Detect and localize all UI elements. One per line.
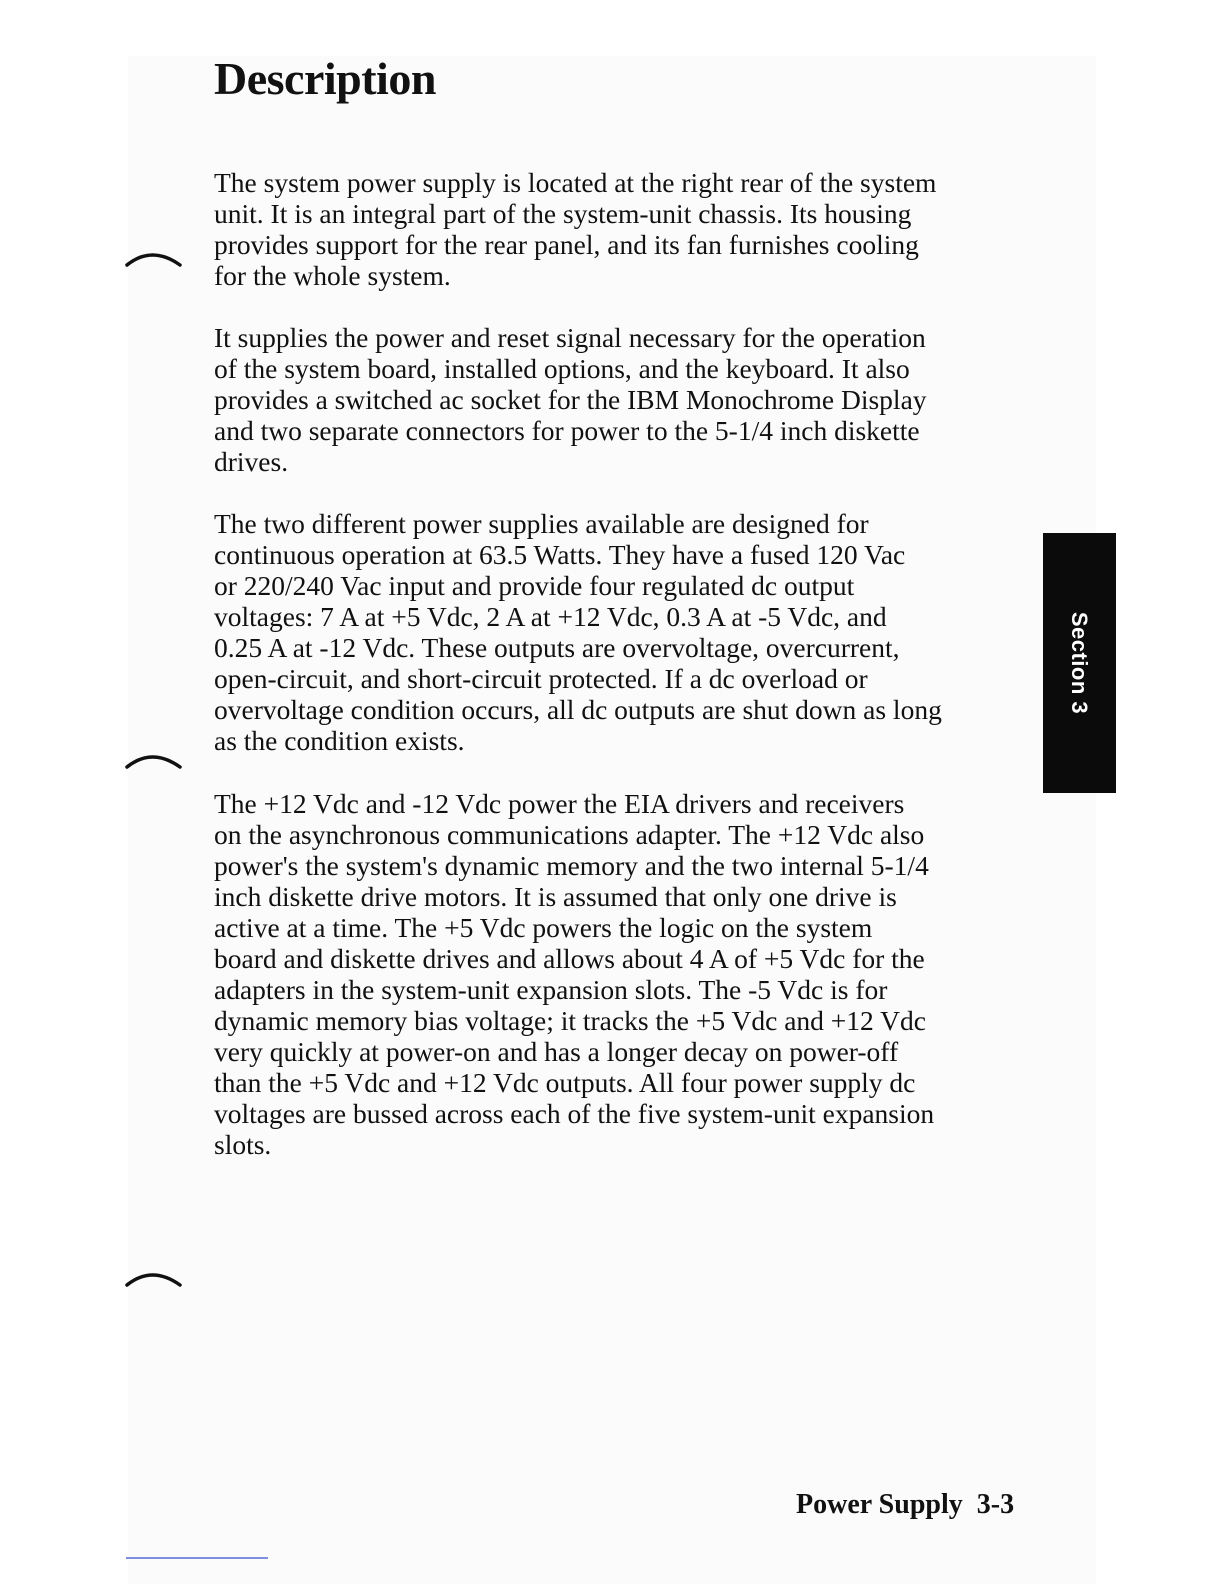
page-number: 3-3	[976, 1489, 1015, 1520]
text-line: drives.	[214, 446, 289, 477]
text-line: adapters in the system-unit expansion slots. The -5 Vdc is for	[214, 974, 888, 1005]
text-line: and two separate connectors for power to the 5-1/4 inch diskette	[214, 415, 920, 446]
text-line: dynamic memory bias voltage; it tracks the +5 Vdc and +12 Vdc	[214, 1005, 926, 1036]
footer-title: Power Supply	[796, 1489, 963, 1520]
text-line: inch diskette drive motors. It is assumed that only one drive is	[214, 881, 897, 912]
text-line: It supplies the power and reset signal necessary for the operation	[214, 322, 926, 353]
text-line: on the asynchronous communications adapter. The +12 Vdc also	[214, 819, 925, 850]
text-line: open-circuit, and short-circuit protected. If a dc overload or	[214, 663, 868, 694]
paragraph-2	[214, 322, 1034, 477]
text-line: as the condition exists.	[214, 725, 465, 756]
text-line: 0.25 A at -12 Vdc. These outputs are overvoltage, overcurrent,	[214, 632, 900, 663]
page-title: Description	[214, 53, 436, 104]
text-line: continuous operation at 63.5 Watts. They have a fused 120 Vac	[214, 539, 906, 570]
scan-edge-rule	[126, 1557, 268, 1559]
text-line: provides support for the rear panel, and its fan furnishes cooling	[214, 229, 919, 260]
section-tab-label: Section 3	[1067, 611, 1092, 715]
text-line: slots.	[214, 1129, 272, 1160]
text-line: provides a switched ac socket for the IBM Monochrome Display	[214, 384, 927, 415]
text-line: unit. It is an integral part of the system-unit chassis. Its housing	[214, 198, 912, 229]
text-line: voltages: 7 A at +5 Vdc, 2 A at +12 Vdc, 0.3 A at -5 Vdc, and	[214, 601, 887, 632]
page-footer	[796, 1489, 1014, 1521]
text-line: power's the system's dynamic memory and the two internal 5-1/4	[214, 850, 929, 881]
text-line: than the +5 Vdc and +12 Vdc outputs. All four power supply dc	[214, 1067, 916, 1098]
text-line: overvoltage condition occurs, all dc outputs are shut down as long	[214, 694, 942, 725]
binder-hole-arc-icon	[124, 1263, 184, 1293]
paragraph-4	[214, 788, 1034, 1160]
text-line: The +12 Vdc and -12 Vdc power the EIA drivers and receivers	[214, 788, 905, 819]
binder-hole-arc-icon	[124, 243, 184, 273]
paragraph-1	[214, 167, 1034, 291]
text-line: or 220/240 Vac input and provide four regulated dc output	[214, 570, 855, 601]
binder-hole-arc-icon	[124, 745, 184, 775]
text-line: active at a time. The +5 Vdc powers the logic on the system	[214, 912, 873, 943]
text-line: for the whole system.	[214, 260, 451, 291]
text-line: voltages are bussed across each of the five system-unit expansion	[214, 1098, 935, 1129]
text-line: The system power supply is located at the right rear of the system	[214, 167, 937, 198]
paragraph-3	[214, 508, 1034, 756]
text-line: The two different power supplies available are designed for	[214, 508, 869, 539]
text-line: of the system board, installed options, and the keyboard. It also	[214, 353, 910, 384]
text-line: board and diskette drives and allows about 4 A of +5 Vdc for the	[214, 943, 925, 974]
text-line: very quickly at power-on and has a longer decay on power-off	[214, 1036, 899, 1067]
